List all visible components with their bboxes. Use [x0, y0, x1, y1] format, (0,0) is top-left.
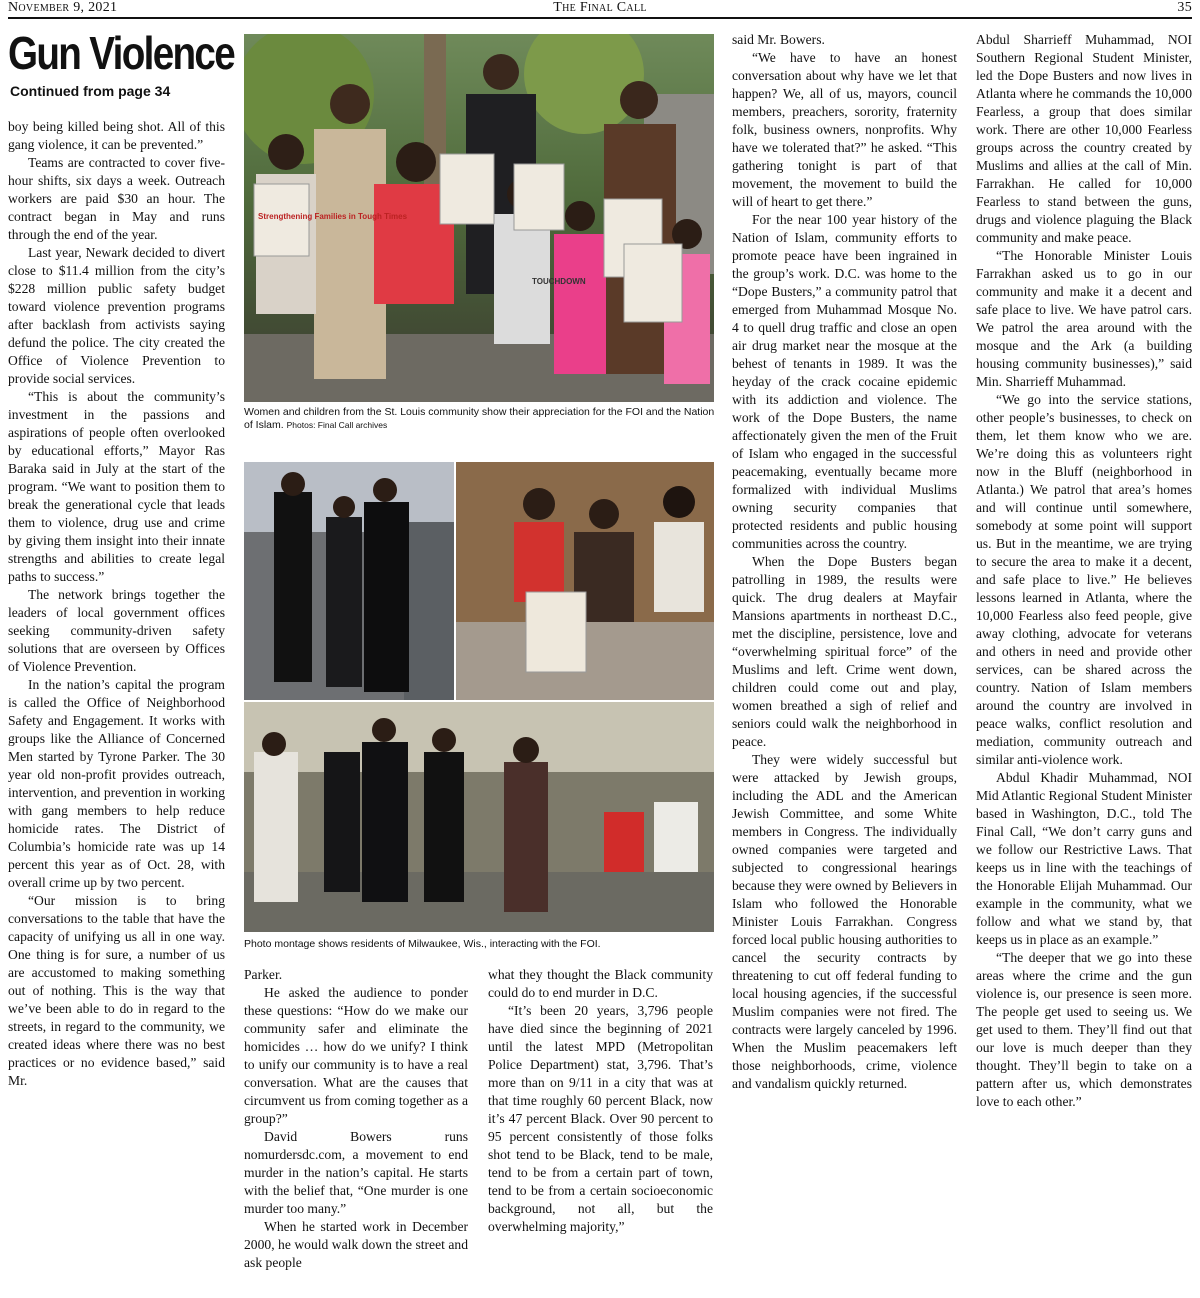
article-paragraph: When the Dope Busters began patrolling in 1989, the results were quick. The drug dealers at Mayfair Mansions apartments in northeast D.C., met the discipline, persistence, love and “overwhelming spiritual force” of the Muslims and left. Crime went down, children could come out and play, women breathed a sigh of relief and seniors could walk the neighborhood in peace.: [732, 554, 957, 749]
column-3: [488, 966, 713, 1294]
article-paragraph: Last year, Newark decided to divert close to $11.4 million from the city’s $228 million public safety budget toward violence prevention programs after backlash from activists saying defund the police. The city created the Office of Violence Prevention to provide social services.: [8, 245, 225, 386]
shirt-text: TOUCHDOWN: [532, 277, 586, 286]
continued-from: Continued from page 34: [10, 83, 171, 99]
article-paragraph: “The deeper that we go into these areas where the crime and the gun violence is, our presence is seen more. The people get used to seeing us. We get used to them. They’ll find out that our love is much deeper than they thought. They’ll begin to take on a pattern after us, which demonstrates love to each other.”: [976, 950, 1192, 1109]
article-paragraph: They were widely successful but were attacked by Jewish groups, including the ADL and the American Jewish Committee, and some White members in Congress. The individually owned companies were targeted and subjected to congressional hearings because they were owned by Believers in Islam who followed the Honorable Minister Louis Farrakhan. Congress forced local public housing authorities to cancel the security contracts by threatening to cut off federal funding to local housing agencies, if the successful Muslim companies were not fired. The contracts were largely canceled by 1996. When the Muslim peacemakers left those neighborhoods, crime, violence and vandalism quickly returned.: [732, 752, 957, 1091]
caption-text-top: Women and children from the St. Louis community show their appreciation for the FOI and the Nation of Islam.: [244, 406, 715, 431]
headline: Gun Violence: [8, 27, 235, 79]
column-2: [244, 966, 468, 1294]
running-header: [8, 0, 1192, 17]
article-paragraph: He asked the audience to ponder these questions: “How do we make our community safer and eliminate the homicides … how do we unify? I think to unify our community is to have a real conversation. What are the causes that circumvent us from coming together as a group?”: [244, 985, 468, 1126]
article-paragraph: “This is about the community’s investment in the passions and aspirations of people often overlooked by educational efforts,” Mayor Ras Baraka said in July at the start of the program. “We want to position them to break the generational cycle that leads them to violence, drug use and crime by giving them insight into their innate strengths and abilities to create legal paths to success.”: [8, 389, 225, 584]
article-paragraph: Abdul Sharrieff Muhammad, NOI Southern Regional Student Minister, led the Dope Busters and now lives in Atlanta where he commands the 10,000 Fearless, a group that does similar work. There are other 10,000 Fearless groups across the country created by Muslims and allies at the call of Min. Farrakhan. He called for 10,000 Fearless to stand between the guns, drugs and violence plaguing the Black community and make peace.: [976, 32, 1192, 245]
article-paragraph: “It’s been 20 years, 3,796 people have died since the beginning of 2021 until the latest MPD (Metropolitan Police Department) stat, 3,796. That’s more than on 9/11 in a city that was at that time roughly 60 percent Black, now it’s 47 percent Black. Over 90 percent to 95 percent consistently of those folks shot tend to be Black, tend to be male, tend to be from a certain part of town, tend to be from a certain socioeconomic background, not all, but the overwhelming majority,”: [488, 1003, 713, 1234]
article-paragraph: David Bowers runs nomurdersdc.com, a movement to end murder in the nation’s capital. He starts with the belief that, “One murder is one murder too many.”: [244, 1129, 468, 1216]
photo-caption-montage: Photo montage shows residents of Milwaukee, Wis., interacting with the FOI.: [244, 938, 601, 950]
photo-st-louis-group: [244, 34, 714, 402]
article-paragraph: When he started work in December 2000, he would walk down the street and ask people: [244, 1219, 468, 1270]
article-paragraph: “We have to have an honest conversation about why have we let that happen? We, all of us, mayors, council members, preachers, sorority, fraternity folk, business owners, nonprofits. Why have we tolerated that?” he asked. “This gathering tonight is part of that movement, the movement to build the will of heart to get there.”: [732, 50, 957, 209]
newspaper-headline-text: Strengthening Families in Tough Times: [258, 212, 408, 221]
column-4: [732, 31, 957, 1294]
article-paragraph: boy being killed being shot. All of this gang violence, it can be prevented.”: [8, 119, 225, 152]
photo-credit: Photos: Final Call archives: [286, 420, 388, 430]
column-5: [976, 31, 1192, 1294]
article-paragraph: The network brings together the leaders of local government offices seeking community-driven safety solutions that are overseen by Offices of Violence Prevention.: [8, 587, 225, 674]
article-paragraph: “Our mission is to bring conversations to the table that have the capacity of unifying us all in one way. One thing is for sure, a number of us are accustomed to making something out of nothing. This is the way that we’ve been able to do in regard to the streets, in regard to the community, we created ideas where there was no best practices or no evidence based,” said Mr.: [8, 893, 225, 1088]
article-paragraph: “We go into the service stations, other people’s businesses, to check on them, let them know who we are. We’re doing this as volunteers right now in the Bluff (neighborhood in Atlanta.) We patrol that area’s homes and will continue until somewhere, somebody at some point will support us. But in the meantime, we are trying to secure the area to make it a decent, and safe place to live.” He believes lessons learned in Atlanta, where the 10,000 Fearless also feed people, give away clothing, advocate for veterans and others in need and provide other services, can be shared across the country. Nation of Islam members around the country are involved in peace walks, conflict resolution and mediation, community outreach and similar anti-violence work.: [976, 392, 1192, 767]
article-paragraph: Abdul Khadir Muhammad, NOI Mid Atlantic Regional Student Minister based in Washington, D.C., told The Final Call, “We don’t carry guns and we follow our Restrictive Laws. That keeps us in line with the teachings of the Honorable Elijah Muhammad. Our example in the community, what we follow and what we stand by, that keeps us in place as an example.”: [976, 770, 1192, 947]
article-paragraph: what they thought the Black community could do to end murder in D.C.: [488, 967, 713, 1000]
article-paragraph: Teams are contracted to cover five-hour shifts, six days a week. Outreach workers are paid $30 an hour. The contract began in May and runs through the end of the year.: [8, 155, 225, 242]
article-paragraph: Parker.: [244, 967, 283, 982]
article-paragraph: For the near 100 year history of the Nation of Islam, community efforts to promote peace have been ingrained in the group’s work. D.C. was home to the “Dope Busters,” a community patrol that emerged from Muhammad Mosque No. 4 to quell drug traffic and close an open air drug market near the mosque at the behest of tenants in 1989. It was the heyday of the crack cocaine epidemic with its addiction and violence. The work of the Dope Busters, the name affectionately given the men of the Fruit of Islam who engaged in the successful peacemaking, eventually became more formalized with individual Muslims owning security companies that protected residents and public housing communities across the country.: [732, 212, 957, 551]
issue-date: November 9, 2021: [8, 0, 118, 15]
article-paragraph: In the nation’s capital the program is called the Office of Neighborhood Safety and Engagement. It works with groups like the Alliance of Concerned Men started by Tyrone Parker. The 30 year old non-profit provides outreach, intervention, and prevention in working with gang members to help reduce homicide rates. The District of Columbia’s homicide rate was up 14 percent this year as of Oct. 28, with overall crime up by two percent.: [8, 677, 225, 890]
article-paragraph: “The Honorable Minister Louis Farrakhan asked us to go in our community and make it a decent and safe place to live. We have patrol cars. We patrol the area around with the mosque and the Ark (a building housing community businesses),” said Min. Sharrieff Muhammad.: [976, 248, 1192, 389]
column-1: [8, 118, 225, 1294]
header-rule: [8, 17, 1192, 19]
publication-name: The Final Call: [553, 0, 647, 15]
page-number: 35: [1177, 0, 1192, 15]
article-paragraph: said Mr. Bowers.: [732, 32, 825, 47]
photo-montage-milwaukee: [244, 462, 714, 932]
photo-caption-top: [244, 406, 716, 432]
